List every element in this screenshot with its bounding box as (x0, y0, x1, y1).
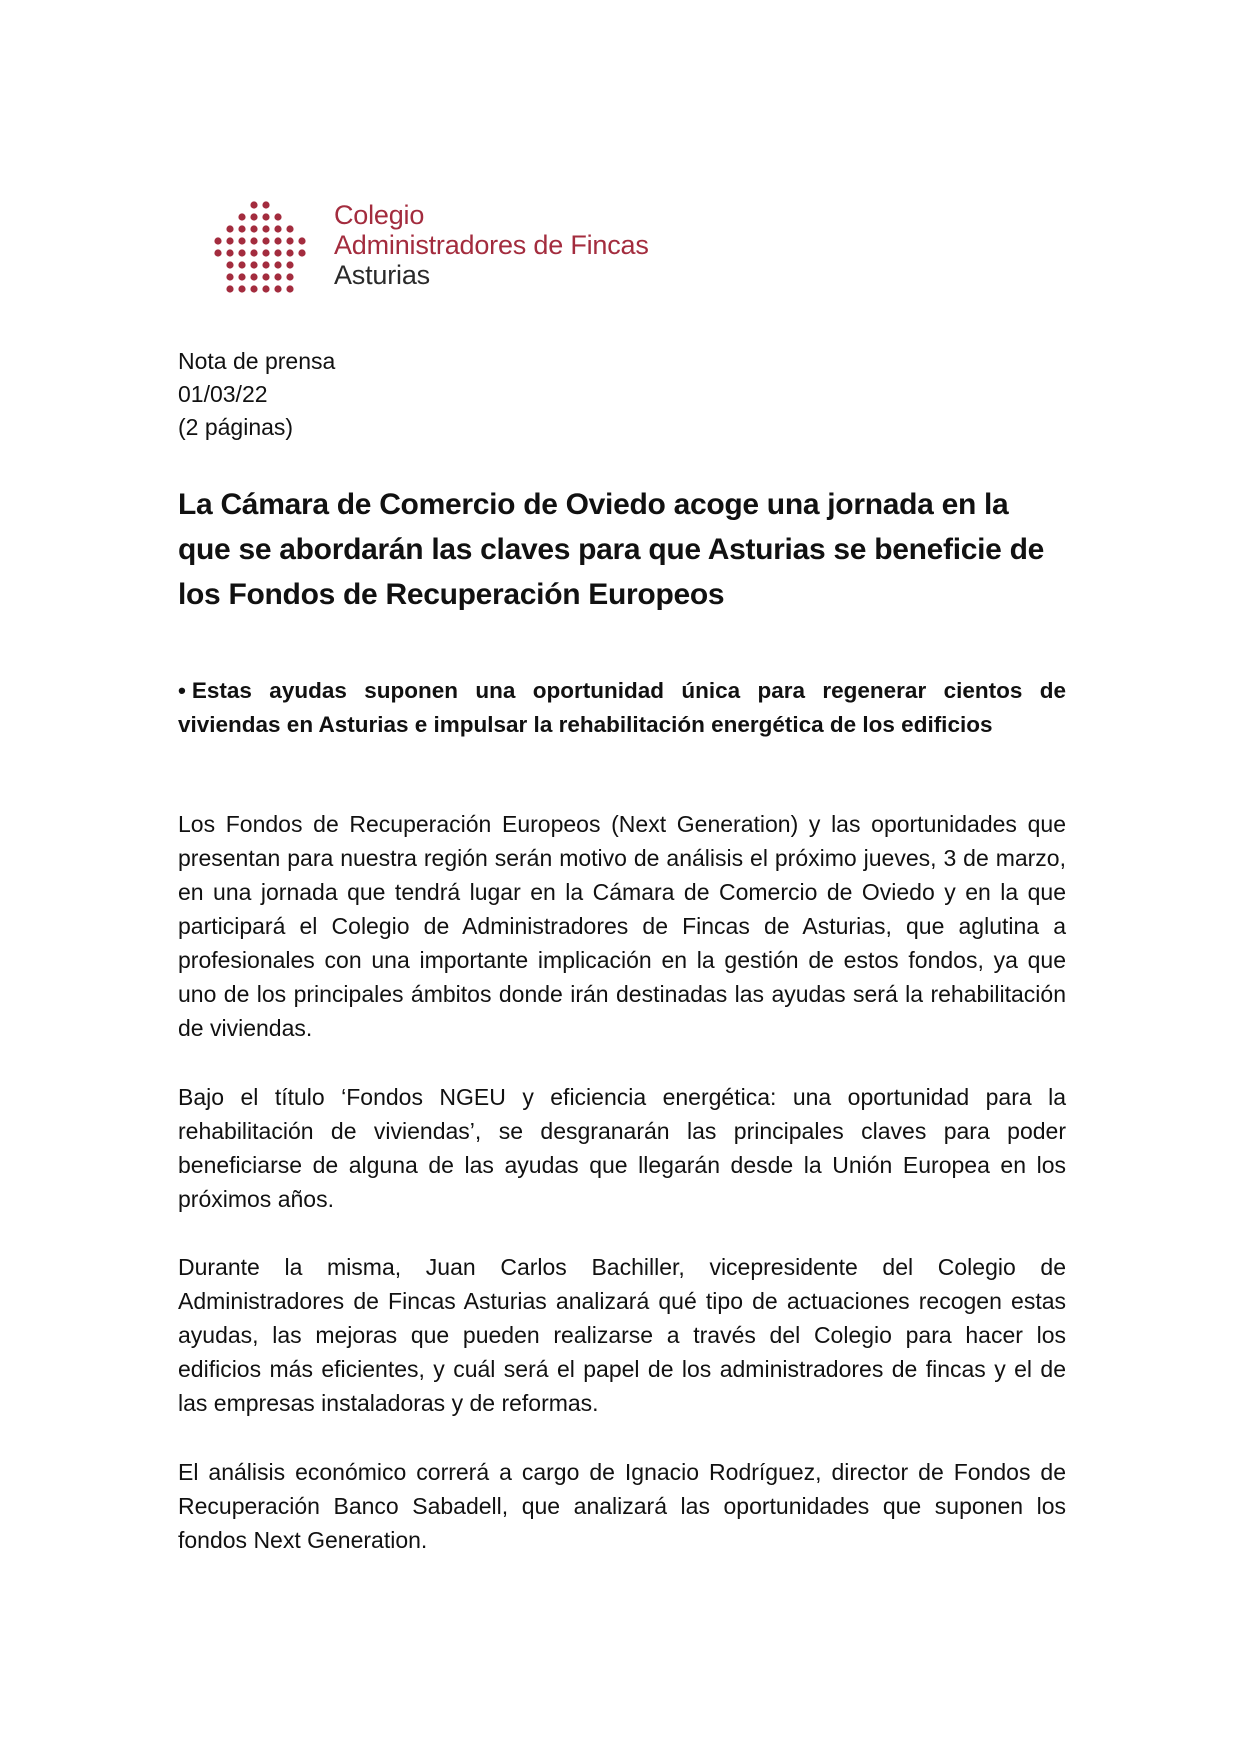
subheadline-text: Estas ayudas suponen una oportunidad única para regenerar cientos de viviendas en Asturias e impulsar la rehabilitación energética de los edificios (178, 678, 1066, 737)
logo-dot-grid-icon (210, 200, 320, 295)
logo-line-administradores: Administradores de Fincas (334, 230, 649, 260)
bullet-icon: • (178, 678, 186, 703)
logo-line-asturias: Asturias (334, 260, 430, 290)
press-release-meta (178, 345, 335, 444)
press-release-date: 01/03/22 (178, 381, 268, 407)
logo-line-colegio: Colegio (334, 200, 425, 230)
body-paragraph: Durante la misma, Juan Carlos Bachiller, vicepresidente del Colegio de Administradores de Fincas Asturias analizará qué tipo de actuaciones recogen estas ayudas, las mejoras que pueden realizarse a través del Colegio para hacer los edificios más eficientes, y cuál será el papel de los administradores de fincas y el de las empresas instaladoras y de reformas. (178, 1254, 1066, 1416)
press-release-label: Nota de prensa (178, 348, 336, 374)
headline: La Cámara de Comercio de Oviedo acoge una jornada en la que se abordarán las claves para que Asturias se beneficie de los Fondos de Recuperación Europeos (178, 488, 1044, 611)
logo-text (334, 200, 649, 290)
subheadline (178, 674, 1066, 742)
body-paragraph: Los Fondos de Recuperación Europeos (Next Generation) y las oportunidades que presentan para nuestra región serán motivo de análisis el próximo jueves, 3 de marzo, en una jornada que tendrá lugar en la Cámara de Comercio de Oviedo y en la que participará el Colegio de Administradores de Fincas de Asturias, que aglutina a profesionales con una importante implicación en la gestión de estos fondos, ya que uno de los principales ámbitos donde irán destinadas las ayudas será la rehabilitación de viviendas. (178, 811, 1066, 1041)
body-paragraph: El análisis económico correrá a cargo de Ignacio Rodríguez, director de Fondos de Recuperación Banco Sabadell, que analizará las oportunidades que suponen los fondos Next Generation. (178, 1459, 1066, 1553)
page-count: (2 páginas) (178, 414, 294, 440)
body-paragraph: Bajo el título ‘Fondos NGEU y eficiencia energética: una oportunidad para la rehabilitación de viviendas’, se desgranarán las principales claves para poder beneficiarse de alguna de las ayudas que llegarán desde la Unión Europea en los próximos años. (178, 1084, 1066, 1212)
logo (210, 200, 730, 300)
